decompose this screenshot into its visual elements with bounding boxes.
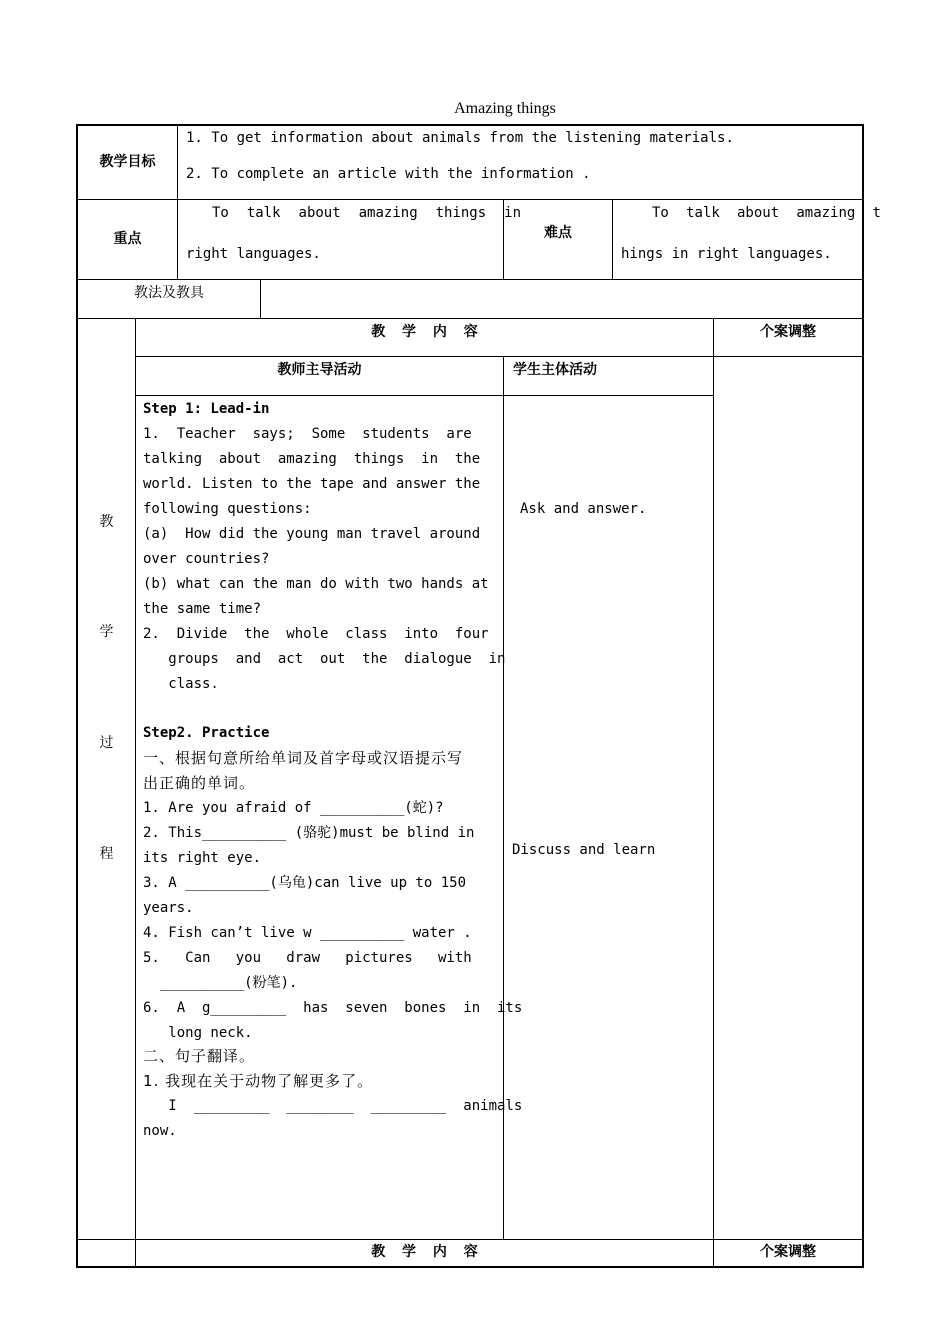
adjust-header: 个案调整 [760,324,816,340]
teacher-line: 一、根据句意所给单词及首字母或汉语提示写 [143,749,464,767]
teacher-line: 出正确的单词。 [143,774,256,792]
key-points-text-line1: To talk about amazing things in [212,205,521,221]
content-header: 教 学 内 容 [371,324,478,340]
teacher-line: 4. Fish can’t live w __________ water . [143,925,472,941]
teacher-line: I _________ ________ _________ animals [143,1098,523,1114]
teacher-line: following questions: [143,501,312,517]
key-points-label: 重点 [113,231,142,247]
process-side-char-4: 程 [99,846,114,862]
teacher-line: 1. 我现在关于动物了解更多了。 [143,1072,374,1090]
footer-content-header: 教 学 内 容 [371,1244,478,1260]
difficult-points-text-line1: To talk about amazing t [652,205,881,221]
teacher-line: 1. Are you afraid of __________(蛇)? [143,800,444,816]
step2-heading: Step2. Practice [143,725,270,741]
teacher-line: 6. A g_________ has seven bones in its [143,1000,523,1016]
process-side-char-2: 学 [99,624,114,640]
teacher-line: (b) what can the man do with two hands at [143,576,489,592]
teacher-header: 教师主导活动 [277,362,362,378]
teacher-line: world. Listen to the tape and answer the [143,476,481,492]
objectives-label: 教学目标 [99,154,156,170]
step1-heading: Step 1: Lead-in [143,401,270,417]
teacher-line: (a) How did the young man travel around [143,526,481,542]
teacher-line: class. [143,676,219,692]
teacher-line: groups and act out the dialogue in [143,651,506,667]
process-side-char-1: 教 [99,514,114,530]
footer-adjust-header: 个案调整 [760,1244,816,1260]
teacher-line: now. [143,1123,177,1139]
teacher-line: years. [143,900,194,916]
objective-item-1: 1. To get information about animals from the listening materials. [186,130,734,146]
student-activity-2: Discuss and learn [512,842,656,858]
teacher-line: talking about amazing things in the [143,451,481,467]
teacher-line: 5. Can you draw pictures with [143,950,472,966]
page-title: Amazing things [454,100,556,117]
process-side-char-3: 过 [99,735,114,751]
key-points-text-line2: right languages. [186,246,321,262]
difficult-points-label: 难点 [544,225,572,241]
difficult-points-text-line2: hings in right languages. [621,246,832,262]
methods-label: 教法及教具 [134,285,204,301]
teacher-line: 3. A __________(乌龟)can live up to 150 [143,875,467,891]
teacher-line: the same time? [143,601,262,617]
objective-item-2: 2. To complete an article with the information . [186,166,591,182]
student-activity-1: Ask and answer. [520,501,647,517]
teacher-line: __________(粉笔). [143,975,298,991]
teacher-line: 二、句子翻译。 [143,1047,256,1065]
teacher-line: its right eye. [143,850,262,866]
teacher-line: 2. This__________ (骆驼)must be blind in [143,825,475,841]
teacher-line: over countries? [143,551,270,567]
student-header: 学生主体活动 [513,362,597,378]
teacher-line: 1. Teacher says; Some students are [143,426,472,442]
teacher-line: long neck. [143,1025,253,1041]
teacher-line: 2. Divide the whole class into four [143,626,489,642]
